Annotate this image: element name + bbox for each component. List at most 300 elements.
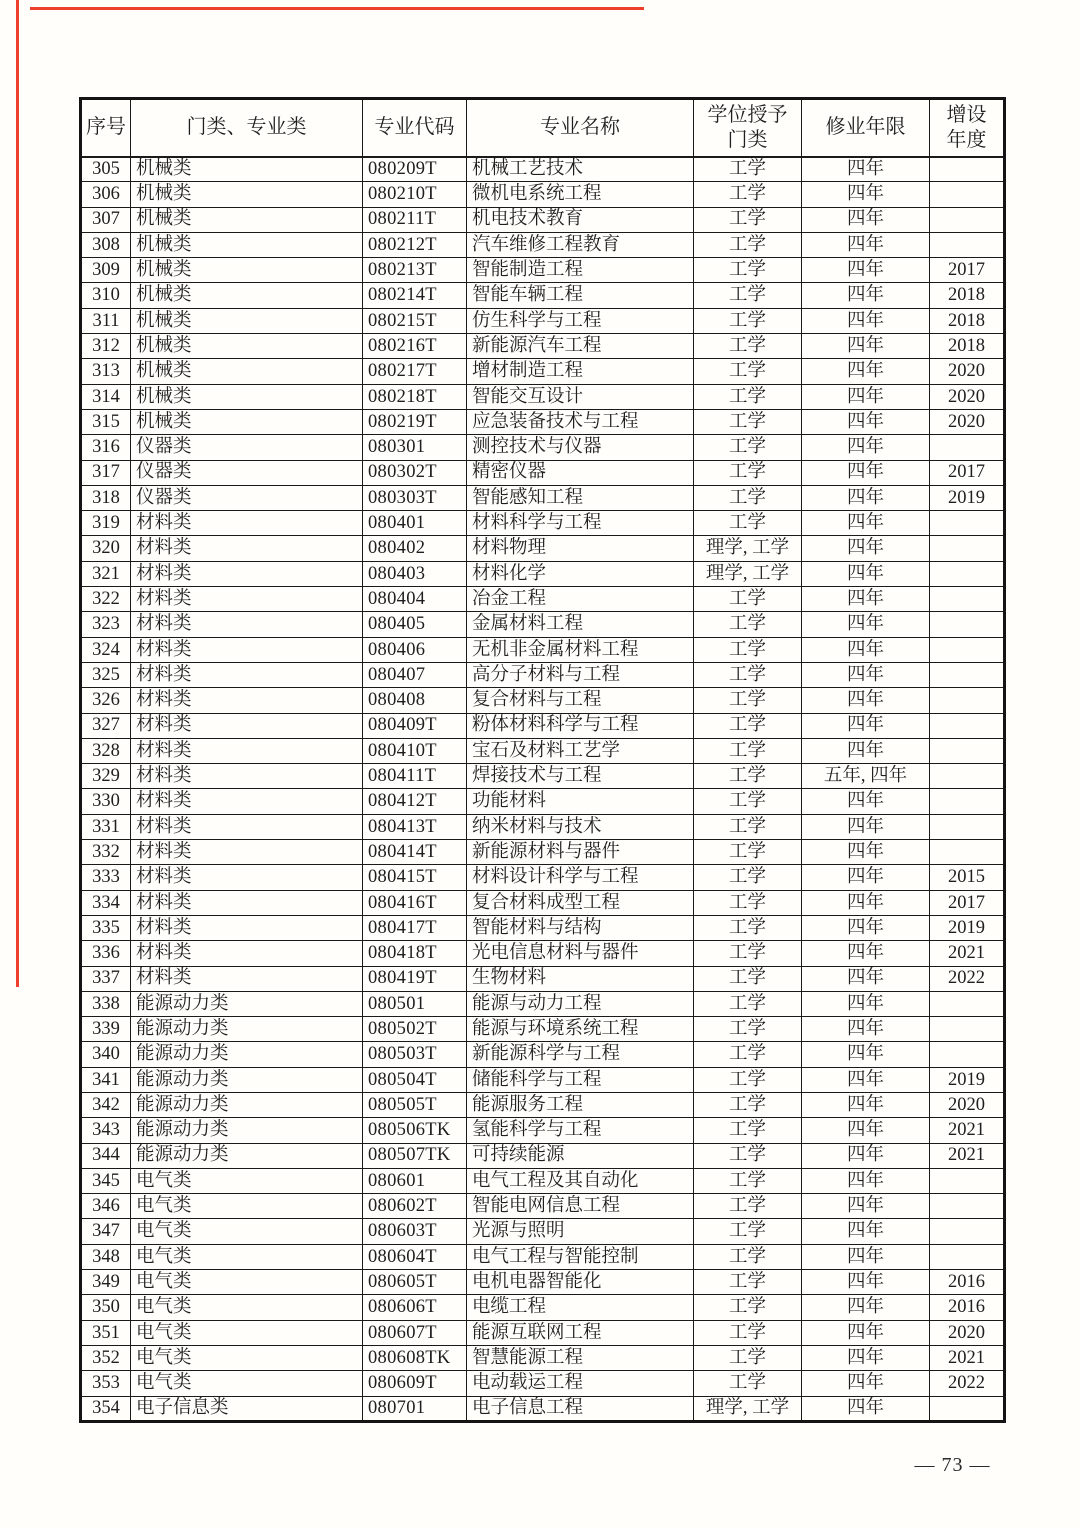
cell-year: 2017 [930,890,1005,915]
col-header-code: 专业代码 [363,99,467,157]
cell-category: 电气类 [131,1194,363,1219]
cell-year [930,738,1005,763]
cell-category: 机械类 [131,308,363,333]
cell-category: 仪器类 [131,485,363,510]
cell-code: 080608TK [363,1345,467,1370]
cell-duration: 四年 [802,1396,930,1421]
cell-index: 341 [81,1067,131,1092]
cell-index: 343 [81,1118,131,1143]
cell-duration: 四年 [802,713,930,738]
cell-duration: 五年, 四年 [802,764,930,789]
table-row [81,1118,1005,1143]
cell-degree: 工学 [694,1067,802,1092]
cell-name: 焊接技术与工程 [467,764,694,789]
table-row [81,941,1005,966]
cell-code: 080401 [363,511,467,536]
table-row [81,232,1005,257]
cell-name: 智能电网信息工程 [467,1194,694,1219]
cell-year [930,207,1005,232]
cell-code: 080601 [363,1168,467,1193]
cell-category: 电气类 [131,1244,363,1269]
cell-year [930,587,1005,612]
cell-index: 310 [81,283,131,308]
cell-name: 储能科学与工程 [467,1067,694,1092]
cell-category: 材料类 [131,966,363,991]
cell-name: 智能交互设计 [467,384,694,409]
cell-duration: 四年 [802,1194,930,1219]
cell-name: 机械工艺技术 [467,157,694,182]
cell-name: 纳米材料与技术 [467,814,694,839]
cell-year [930,157,1005,182]
cell-year: 2018 [930,283,1005,308]
cell-category: 电气类 [131,1371,363,1396]
red-seam-vertical-line [16,0,19,987]
table-row [81,435,1005,460]
cell-name: 智慧能源工程 [467,1345,694,1370]
cell-category: 机械类 [131,384,363,409]
cell-index: 335 [81,915,131,940]
cell-index: 313 [81,359,131,384]
table-row [81,334,1005,359]
cell-duration: 四年 [802,561,930,586]
cell-category: 材料类 [131,713,363,738]
cell-index: 331 [81,814,131,839]
cell-name: 电动载运工程 [467,1371,694,1396]
cell-name: 智能感知工程 [467,485,694,510]
cell-degree: 工学 [694,409,802,434]
cell-year: 2020 [930,1092,1005,1117]
cell-category: 材料类 [131,915,363,940]
table-row [81,283,1005,308]
cell-code: 080217T [363,359,467,384]
cell-code: 080408 [363,688,467,713]
cell-index: 312 [81,334,131,359]
cell-name: 金属材料工程 [467,612,694,637]
cell-category: 材料类 [131,890,363,915]
cell-year: 2017 [930,258,1005,283]
cell-category: 材料类 [131,688,363,713]
cell-index: 352 [81,1345,131,1370]
cell-degree: 工学 [694,1168,802,1193]
table-row [81,991,1005,1016]
cell-duration: 四年 [802,662,930,687]
cell-year: 2022 [930,966,1005,991]
cell-index: 324 [81,637,131,662]
cell-duration: 四年 [802,182,930,207]
cell-duration: 四年 [802,435,930,460]
cell-duration: 四年 [802,688,930,713]
cell-degree: 工学 [694,1345,802,1370]
cell-code: 080411T [363,764,467,789]
cell-degree: 工学 [694,612,802,637]
cell-degree: 工学 [694,308,802,333]
cell-degree: 工学 [694,283,802,308]
table-row [81,1345,1005,1370]
cell-code: 080419T [363,966,467,991]
cell-index: 354 [81,1396,131,1421]
cell-index: 350 [81,1295,131,1320]
cell-degree: 工学 [694,789,802,814]
cell-name: 氢能科学与工程 [467,1118,694,1143]
table-row [81,308,1005,333]
cell-year: 2019 [930,1067,1005,1092]
cell-degree: 工学 [694,738,802,763]
cell-degree: 工学 [694,662,802,687]
cell-category: 机械类 [131,157,363,182]
cell-duration: 四年 [802,814,930,839]
table-row [81,258,1005,283]
cell-duration: 四年 [802,409,930,434]
cell-index: 320 [81,536,131,561]
cell-degree: 工学 [694,1270,802,1295]
cell-index: 346 [81,1194,131,1219]
cell-duration: 四年 [802,789,930,814]
cell-code: 080418T [363,941,467,966]
cell-category: 能源动力类 [131,1092,363,1117]
table-row [81,1194,1005,1219]
cell-name: 仿生科学与工程 [467,308,694,333]
cell-index: 351 [81,1320,131,1345]
cell-code: 080410T [363,738,467,763]
table-row [81,966,1005,991]
table-row [81,1371,1005,1396]
cell-degree: 工学 [694,890,802,915]
col-header-degree [694,99,802,157]
cell-degree: 理学, 工学 [694,536,802,561]
cell-category: 材料类 [131,764,363,789]
cell-code: 080409T [363,713,467,738]
cell-code: 080507TK [363,1143,467,1168]
cell-code: 080413T [363,814,467,839]
cell-degree: 工学 [694,991,802,1016]
table-row [81,1143,1005,1168]
cell-name: 电机电器智能化 [467,1270,694,1295]
cell-degree: 工学 [694,1092,802,1117]
cell-category: 材料类 [131,662,363,687]
cell-index: 317 [81,460,131,485]
cell-year [930,1244,1005,1269]
cell-index: 326 [81,688,131,713]
cell-code: 080210T [363,182,467,207]
cell-index: 316 [81,435,131,460]
cell-degree: 工学 [694,1320,802,1345]
col-header-degree-label: 学位授予门类 [707,103,788,151]
cell-degree: 工学 [694,587,802,612]
cell-code: 080209T [363,157,467,182]
table-row [81,713,1005,738]
cell-year [930,536,1005,561]
cell-duration: 四年 [802,637,930,662]
cell-duration: 四年 [802,232,930,257]
cell-degree: 工学 [694,1371,802,1396]
col-header-index: 序号 [81,99,131,157]
cell-degree: 工学 [694,688,802,713]
cell-duration: 四年 [802,258,930,283]
cell-code: 080602T [363,1194,467,1219]
cell-degree: 工学 [694,511,802,536]
cell-year: 2021 [930,941,1005,966]
cell-year: 2021 [930,1118,1005,1143]
table-row [81,1168,1005,1193]
cell-name: 材料科学与工程 [467,511,694,536]
cell-index: 307 [81,207,131,232]
cell-degree: 理学, 工学 [694,561,802,586]
cell-name: 智能车辆工程 [467,283,694,308]
cell-code: 080701 [363,1396,467,1421]
cell-year [930,1017,1005,1042]
cell-code: 080404 [363,587,467,612]
cell-degree: 工学 [694,334,802,359]
cell-index: 329 [81,764,131,789]
cell-name: 电缆工程 [467,1295,694,1320]
cell-index: 338 [81,991,131,1016]
cell-category: 能源动力类 [131,1067,363,1092]
cell-year: 2022 [930,1371,1005,1396]
cell-degree: 工学 [694,157,802,182]
cell-name: 材料化学 [467,561,694,586]
cell-year [930,662,1005,687]
table-row [81,840,1005,865]
cell-category: 材料类 [131,637,363,662]
cell-code: 080219T [363,409,467,434]
cell-name: 新能源汽车工程 [467,334,694,359]
table-row [81,738,1005,763]
table-row [81,890,1005,915]
cell-index: 334 [81,890,131,915]
red-seam-horizontal-line [30,7,644,10]
cell-degree: 工学 [694,182,802,207]
cell-duration: 四年 [802,1017,930,1042]
cell-duration: 四年 [802,1244,930,1269]
table-row [81,637,1005,662]
cell-category: 机械类 [131,182,363,207]
cell-duration: 四年 [802,511,930,536]
cell-duration: 四年 [802,1371,930,1396]
cell-code: 080218T [363,384,467,409]
cell-code: 080405 [363,612,467,637]
cell-index: 318 [81,485,131,510]
cell-code: 080213T [363,258,467,283]
cell-degree: 工学 [694,359,802,384]
cell-year [930,435,1005,460]
cell-duration: 四年 [802,1143,930,1168]
table-row [81,814,1005,839]
cell-code: 080503T [363,1042,467,1067]
cell-year [930,789,1005,814]
cell-degree: 工学 [694,207,802,232]
table-row [81,915,1005,940]
cell-name: 复合材料与工程 [467,688,694,713]
cell-degree: 工学 [694,1194,802,1219]
table-row [81,764,1005,789]
cell-duration: 四年 [802,359,930,384]
cell-category: 材料类 [131,612,363,637]
cell-index: 336 [81,941,131,966]
cell-category: 机械类 [131,258,363,283]
table-row [81,1244,1005,1269]
cell-year: 2020 [930,384,1005,409]
cell-name: 材料设计科学与工程 [467,865,694,890]
cell-year: 2015 [930,865,1005,890]
cell-index: 306 [81,182,131,207]
cell-category: 机械类 [131,207,363,232]
cell-code: 080603T [363,1219,467,1244]
cell-code: 080216T [363,334,467,359]
table-row [81,182,1005,207]
table-row [81,536,1005,561]
cell-degree: 工学 [694,384,802,409]
table-row [81,157,1005,182]
cell-year: 2016 [930,1270,1005,1295]
cell-index: 321 [81,561,131,586]
cell-index: 328 [81,738,131,763]
cell-name: 材料物理 [467,536,694,561]
cell-degree: 工学 [694,637,802,662]
cell-duration: 四年 [802,1295,930,1320]
cell-duration: 四年 [802,308,930,333]
cell-code: 080607T [363,1320,467,1345]
cell-duration: 四年 [802,890,930,915]
header-row [81,99,1005,157]
cell-index: 342 [81,1092,131,1117]
cell-code: 080504T [363,1067,467,1092]
cell-degree: 工学 [694,1244,802,1269]
cell-category: 机械类 [131,409,363,434]
cell-year [930,764,1005,789]
cell-index: 330 [81,789,131,814]
cell-degree: 工学 [694,713,802,738]
cell-code: 080302T [363,460,467,485]
table-row [81,359,1005,384]
cell-index: 332 [81,840,131,865]
cell-degree: 工学 [694,941,802,966]
table-row [81,1067,1005,1092]
table-row [81,865,1005,890]
cell-year: 2020 [930,409,1005,434]
cell-duration: 四年 [802,587,930,612]
table-row [81,662,1005,687]
cell-year: 2021 [930,1345,1005,1370]
cell-index: 347 [81,1219,131,1244]
cell-code: 080414T [363,840,467,865]
cell-category: 电气类 [131,1168,363,1193]
cell-duration: 四年 [802,738,930,763]
cell-name: 冶金工程 [467,587,694,612]
cell-category: 材料类 [131,587,363,612]
cell-name: 智能制造工程 [467,258,694,283]
cell-index: 305 [81,157,131,182]
table-body [81,157,1005,1422]
cell-duration: 四年 [802,612,930,637]
cell-code: 080506TK [363,1118,467,1143]
cell-duration: 四年 [802,485,930,510]
cell-duration: 四年 [802,991,930,1016]
cell-year [930,612,1005,637]
cell-duration: 四年 [802,1118,930,1143]
cell-name: 能源服务工程 [467,1092,694,1117]
cell-year: 2021 [930,1143,1005,1168]
cell-name: 宝石及材料工艺学 [467,738,694,763]
cell-duration: 四年 [802,1345,930,1370]
cell-year [930,840,1005,865]
cell-year [930,232,1005,257]
col-header-year [930,99,1005,157]
cell-code: 080416T [363,890,467,915]
cell-category: 材料类 [131,814,363,839]
cell-code: 080502T [363,1017,467,1042]
cell-category: 材料类 [131,561,363,586]
cell-category: 材料类 [131,738,363,763]
cell-year [930,182,1005,207]
cell-duration: 四年 [802,207,930,232]
cell-degree: 工学 [694,232,802,257]
cell-year: 2019 [930,915,1005,940]
cell-code: 080214T [363,283,467,308]
cell-duration: 四年 [802,384,930,409]
cell-category: 材料类 [131,840,363,865]
cell-index: 337 [81,966,131,991]
cell-year [930,1168,1005,1193]
cell-year [930,1219,1005,1244]
cell-year [930,561,1005,586]
cell-duration: 四年 [802,1270,930,1295]
cell-duration: 四年 [802,1219,930,1244]
cell-category: 仪器类 [131,460,363,485]
cell-index: 345 [81,1168,131,1193]
cell-name: 汽车维修工程教育 [467,232,694,257]
cell-degree: 工学 [694,865,802,890]
cell-index: 315 [81,409,131,434]
cell-category: 机械类 [131,283,363,308]
table-row [81,1320,1005,1345]
cell-category: 电气类 [131,1320,363,1345]
col-header-category: 门类、专业类 [131,99,363,157]
cell-category: 材料类 [131,941,363,966]
cell-category: 材料类 [131,789,363,814]
cell-category: 电气类 [131,1345,363,1370]
cell-index: 309 [81,258,131,283]
table-row [81,460,1005,485]
cell-duration: 四年 [802,1067,930,1092]
cell-duration: 四年 [802,283,930,308]
cell-degree: 工学 [694,258,802,283]
cell-code: 080211T [363,207,467,232]
cell-category: 机械类 [131,359,363,384]
cell-year [930,991,1005,1016]
cell-code: 080505T [363,1092,467,1117]
cell-code: 080415T [363,865,467,890]
col-header-year-label: 增设年度 [946,103,987,151]
cell-code: 080212T [363,232,467,257]
cell-code: 080402 [363,536,467,561]
table-row [81,587,1005,612]
cell-category: 能源动力类 [131,1042,363,1067]
cell-name: 粉体材料科学与工程 [467,713,694,738]
cell-code: 080501 [363,991,467,1016]
cell-duration: 四年 [802,157,930,182]
cell-year: 2016 [930,1295,1005,1320]
cell-year: 2020 [930,359,1005,384]
page-number: — 73 — [914,1454,991,1476]
cell-name: 功能材料 [467,789,694,814]
cell-name: 光源与照明 [467,1219,694,1244]
cell-code: 080604T [363,1244,467,1269]
table-row [81,1092,1005,1117]
cell-duration: 四年 [802,334,930,359]
cell-index: 339 [81,1017,131,1042]
cell-index: 325 [81,662,131,687]
cell-degree: 工学 [694,764,802,789]
